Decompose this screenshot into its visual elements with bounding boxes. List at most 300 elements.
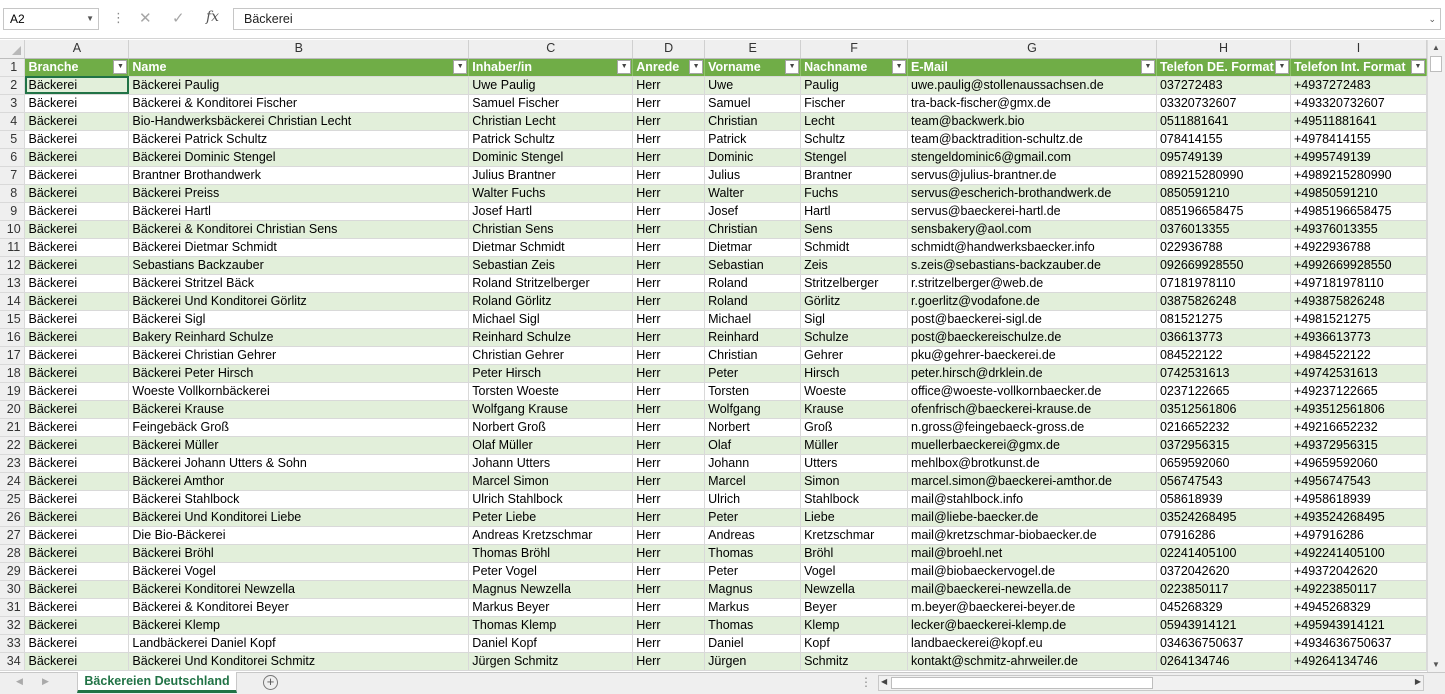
table-cell[interactable]: 0216652232 <box>1156 418 1290 436</box>
table-cell[interactable]: Müller <box>801 436 908 454</box>
row-header[interactable]: 20 <box>0 400 25 418</box>
table-cell[interactable]: Peter Liebe <box>469 508 633 526</box>
table-cell[interactable]: Olaf Müller <box>469 436 633 454</box>
table-cell[interactable]: Brantner <box>801 166 908 184</box>
filter-dropdown-icon[interactable]: ▼ <box>1141 60 1155 74</box>
table-cell[interactable]: Hirsch <box>801 364 908 382</box>
table-cell[interactable]: Bäckerei Klemp <box>129 616 469 634</box>
table-cell[interactable]: Michael <box>705 310 801 328</box>
formula-input[interactable] <box>233 8 1441 30</box>
table-cell[interactable]: +49372956315 <box>1290 436 1426 454</box>
scroll-left-icon[interactable]: ◀ <box>881 677 888 686</box>
horizontal-scroll-thumb[interactable] <box>891 677 1153 689</box>
split-handle-icon[interactable]: ⋮ <box>860 675 873 689</box>
table-cell[interactable]: Roland Stritzelberger <box>469 274 633 292</box>
table-cell[interactable]: Marcel <box>705 472 801 490</box>
table-cell[interactable]: Herr <box>633 544 705 562</box>
table-cell[interactable]: 092669928550 <box>1156 256 1290 274</box>
table-cell[interactable]: Paulig <box>801 76 908 94</box>
table-cell[interactable]: Markus <box>705 598 801 616</box>
table-cell[interactable]: Fuchs <box>801 184 908 202</box>
scroll-up-icon[interactable]: ▲ <box>1432 43 1440 52</box>
table-cell[interactable]: Bio-Handwerksbäckerei Christian Lecht <box>129 112 469 130</box>
table-cell[interactable]: Herr <box>633 400 705 418</box>
row-header[interactable]: 28 <box>0 544 25 562</box>
table-header-cell[interactable] <box>908 58 1157 76</box>
table-cell[interactable]: 03512561806 <box>1156 400 1290 418</box>
table-cell[interactable]: Andreas <box>705 526 801 544</box>
table-cell[interactable]: Christian Sens <box>469 220 633 238</box>
row-header[interactable]: 11 <box>0 238 25 256</box>
table-header-cell[interactable] <box>25 58 129 76</box>
table-cell[interactable]: Julius Brantner <box>469 166 633 184</box>
table-cell[interactable]: Bäckerei & Konditorei Christian Sens <box>129 220 469 238</box>
table-cell[interactable]: +493512561806 <box>1290 400 1426 418</box>
table-cell[interactable]: Die Bio-Bäckerei <box>129 526 469 544</box>
table-cell[interactable]: 084522122 <box>1156 346 1290 364</box>
table-cell[interactable]: 037272483 <box>1156 76 1290 94</box>
row-header[interactable]: 14 <box>0 292 25 310</box>
table-cell[interactable]: Bäckerei Sigl <box>129 310 469 328</box>
table-cell[interactable]: lecker@baeckerei-klemp.de <box>908 616 1157 634</box>
table-cell[interactable]: +49850591210 <box>1290 184 1426 202</box>
table-cell[interactable]: Bäckerei Vogel <box>129 562 469 580</box>
table-cell[interactable]: +492241405100 <box>1290 544 1426 562</box>
table-cell[interactable]: Herr <box>633 580 705 598</box>
table-cell[interactable]: 022936788 <box>1156 238 1290 256</box>
table-cell[interactable]: stengeldominic6@gmail.com <box>908 148 1157 166</box>
table-cell[interactable]: Walter <box>705 184 801 202</box>
table-cell[interactable]: Kopf <box>801 634 908 652</box>
table-cell[interactable]: +49376013355 <box>1290 220 1426 238</box>
table-cell[interactable]: landbaeckerei@kopf.eu <box>908 634 1157 652</box>
table-cell[interactable]: Herr <box>633 634 705 652</box>
row-header[interactable]: 27 <box>0 526 25 544</box>
table-cell[interactable]: Herr <box>633 346 705 364</box>
table-cell[interactable]: +4945268329 <box>1290 598 1426 616</box>
table-cell[interactable]: Herr <box>633 220 705 238</box>
table-cell[interactable]: 07916286 <box>1156 526 1290 544</box>
vertical-scroll-thumb[interactable] <box>1430 56 1442 72</box>
table-cell[interactable]: schmidt@handwerksbaecker.info <box>908 238 1157 256</box>
table-cell[interactable]: Herr <box>633 148 705 166</box>
vertical-scrollbar[interactable] <box>1427 40 1445 672</box>
drag-handle-icon[interactable]: ⋮ <box>112 10 125 25</box>
table-cell[interactable]: Thomas Bröhl <box>469 544 633 562</box>
table-cell[interactable]: Bäckerei Und Konditorei Schmitz <box>129 652 469 670</box>
row-header[interactable]: 18 <box>0 364 25 382</box>
row-header[interactable]: 3 <box>0 94 25 112</box>
table-cell[interactable]: Bäckerei <box>25 508 129 526</box>
table-cell[interactable]: Bäckerei <box>25 274 129 292</box>
table-cell[interactable]: 0237122665 <box>1156 382 1290 400</box>
chevron-down-icon[interactable]: ▼ <box>86 14 94 23</box>
table-cell[interactable]: Julius <box>705 166 801 184</box>
table-cell[interactable]: Vogel <box>801 562 908 580</box>
table-cell[interactable]: peter.hirsch@drklein.de <box>908 364 1157 382</box>
table-cell[interactable]: mail@broehl.net <box>908 544 1157 562</box>
table-cell[interactable]: Dietmar Schmidt <box>469 238 633 256</box>
table-cell[interactable]: Jürgen <box>705 652 801 670</box>
table-cell[interactable]: 036613773 <box>1156 328 1290 346</box>
table-cell[interactable]: Bäckerei <box>25 346 129 364</box>
table-cell[interactable]: Roland <box>705 292 801 310</box>
column-header-b[interactable]: B <box>129 40 469 58</box>
table-cell[interactable]: Bäckerei Und Konditorei Görlitz <box>129 292 469 310</box>
table-header-cell[interactable] <box>705 58 801 76</box>
table-cell[interactable]: +49264134746 <box>1290 652 1426 670</box>
table-cell[interactable]: +4958618939 <box>1290 490 1426 508</box>
table-cell[interactable]: Bäckerei <box>25 472 129 490</box>
table-cell[interactable]: Roland <box>705 274 801 292</box>
table-cell[interactable]: Christian <box>705 346 801 364</box>
select-all-button[interactable] <box>0 40 25 58</box>
table-cell[interactable]: Bäckerei <box>25 256 129 274</box>
table-cell[interactable]: Sebastian Zeis <box>469 256 633 274</box>
table-cell[interactable]: 045268329 <box>1156 598 1290 616</box>
table-cell[interactable]: marcel.simon@baeckerei-amthor.de <box>908 472 1157 490</box>
table-cell[interactable]: Groß <box>801 418 908 436</box>
table-cell[interactable]: Herr <box>633 490 705 508</box>
table-cell[interactable]: Reinhard Schulze <box>469 328 633 346</box>
table-cell[interactable]: Dominic <box>705 148 801 166</box>
table-cell[interactable]: Herr <box>633 256 705 274</box>
table-cell[interactable]: Bäckerei <box>25 400 129 418</box>
table-cell[interactable]: Bäckerei Und Konditorei Liebe <box>129 508 469 526</box>
table-cell[interactable]: Josef <box>705 202 801 220</box>
table-cell[interactable]: Bäckerei Müller <box>129 436 469 454</box>
table-cell[interactable]: Herr <box>633 76 705 94</box>
table-cell[interactable]: Feingebäck Groß <box>129 418 469 436</box>
scroll-down-icon[interactable]: ▼ <box>1432 660 1440 669</box>
table-cell[interactable]: Ulrich Stahlbock <box>469 490 633 508</box>
table-header-cell[interactable] <box>129 58 469 76</box>
table-cell[interactable]: Fischer <box>801 94 908 112</box>
table-cell[interactable]: Sens <box>801 220 908 238</box>
column-header-c[interactable]: C <box>469 40 633 58</box>
table-cell[interactable]: 03875826248 <box>1156 292 1290 310</box>
table-cell[interactable]: Schultz <box>801 130 908 148</box>
table-cell[interactable]: 089215280990 <box>1156 166 1290 184</box>
table-cell[interactable]: Daniel <box>705 634 801 652</box>
table-cell[interactable]: Bäckerei <box>25 562 129 580</box>
table-cell[interactable]: +4992669928550 <box>1290 256 1426 274</box>
row-header[interactable]: 22 <box>0 436 25 454</box>
table-cell[interactable]: Kretzschmar <box>801 526 908 544</box>
table-cell[interactable]: +4984522122 <box>1290 346 1426 364</box>
table-cell[interactable]: Utters <box>801 454 908 472</box>
table-cell[interactable]: Bäckerei & Konditorei Fischer <box>129 94 469 112</box>
table-cell[interactable]: +49742531613 <box>1290 364 1426 382</box>
table-cell[interactable]: Andreas Kretzschmar <box>469 526 633 544</box>
table-cell[interactable]: Christian Lecht <box>469 112 633 130</box>
table-cell[interactable]: Michael Sigl <box>469 310 633 328</box>
table-cell[interactable]: Lecht <box>801 112 908 130</box>
filter-dropdown-icon[interactable]: ▼ <box>1275 60 1289 74</box>
table-cell[interactable]: Herr <box>633 526 705 544</box>
close-icon[interactable]: ✕ <box>139 10 152 27</box>
table-cell[interactable]: s.zeis@sebastians-backzauber.de <box>908 256 1157 274</box>
table-cell[interactable]: 0372956315 <box>1156 436 1290 454</box>
table-cell[interactable]: servus@baeckerei-hartl.de <box>908 202 1157 220</box>
row-header[interactable]: 4 <box>0 112 25 130</box>
chevron-down-icon[interactable]: ⌄ <box>1428 14 1436 24</box>
check-icon[interactable]: ✓ <box>172 10 185 27</box>
table-cell[interactable]: 078414155 <box>1156 130 1290 148</box>
row-header[interactable]: 17 <box>0 346 25 364</box>
table-cell[interactable]: +49237122665 <box>1290 382 1426 400</box>
table-cell[interactable]: Bäckerei <box>25 130 129 148</box>
sheet-tab-baeckereien-deutschland[interactable]: Bäckereien Deutschland <box>77 672 237 693</box>
table-cell[interactable]: Klemp <box>801 616 908 634</box>
row-header[interactable]: 33 <box>0 634 25 652</box>
table-cell[interactable]: Woeste Vollkornbäckerei <box>129 382 469 400</box>
table-cell[interactable]: Bröhl <box>801 544 908 562</box>
table-cell[interactable]: mail@liebe-baecker.de <box>908 508 1157 526</box>
table-cell[interactable]: Bäckerei <box>25 580 129 598</box>
table-header-cell[interactable] <box>633 58 705 76</box>
table-cell[interactable]: Bäckerei <box>25 652 129 670</box>
column-header-f[interactable]: F <box>801 40 908 58</box>
table-cell[interactable]: Bäckerei <box>25 616 129 634</box>
table-cell[interactable]: Thomas <box>705 544 801 562</box>
filter-dropdown-icon[interactable]: ▼ <box>689 60 703 74</box>
table-cell[interactable]: mail@biobaeckervogel.de <box>908 562 1157 580</box>
table-cell[interactable]: 0850591210 <box>1156 184 1290 202</box>
column-header-a[interactable]: A <box>25 40 129 58</box>
table-cell[interactable]: Bäckerei <box>25 202 129 220</box>
row-header[interactable]: 23 <box>0 454 25 472</box>
table-cell[interactable]: +4985196658475 <box>1290 202 1426 220</box>
tab-scroll-right-icon[interactable]: ▶ <box>42 676 49 686</box>
table-cell[interactable]: 0742531613 <box>1156 364 1290 382</box>
table-cell[interactable]: sensbakery@aol.com <box>908 220 1157 238</box>
table-cell[interactable]: office@woeste-vollkornbaecker.de <box>908 382 1157 400</box>
table-cell[interactable]: Herr <box>633 166 705 184</box>
table-cell[interactable]: Bäckerei <box>25 94 129 112</box>
table-cell[interactable]: Schmitz <box>801 652 908 670</box>
table-cell[interactable]: +4937272483 <box>1290 76 1426 94</box>
row-header[interactable]: 2 <box>0 76 25 94</box>
table-cell[interactable]: 0264134746 <box>1156 652 1290 670</box>
table-cell[interactable]: Samuel Fischer <box>469 94 633 112</box>
table-cell[interactable]: Herr <box>633 616 705 634</box>
table-cell[interactable]: mail@stahlbock.info <box>908 490 1157 508</box>
table-cell[interactable]: Herr <box>633 472 705 490</box>
table-cell[interactable]: n.gross@feingebaeck-gross.de <box>908 418 1157 436</box>
table-cell[interactable]: Peter Vogel <box>469 562 633 580</box>
table-cell[interactable]: post@baeckerei-sigl.de <box>908 310 1157 328</box>
table-cell[interactable]: +49216652232 <box>1290 418 1426 436</box>
table-cell[interactable]: Bäckerei <box>25 634 129 652</box>
table-cell[interactable]: Walter Fuchs <box>469 184 633 202</box>
row-header[interactable]: 12 <box>0 256 25 274</box>
table-cell[interactable]: Daniel Kopf <box>469 634 633 652</box>
column-header-g[interactable]: G <box>908 40 1157 58</box>
table-cell[interactable]: mail@baeckerei-newzella.de <box>908 580 1157 598</box>
table-cell[interactable]: Bäckerei <box>25 166 129 184</box>
table-cell[interactable]: Patrick Schultz <box>469 130 633 148</box>
table-cell[interactable]: Bäckerei <box>25 112 129 130</box>
table-cell[interactable]: uwe.paulig@stollenaussachsen.de <box>908 76 1157 94</box>
table-cell[interactable]: +4922936788 <box>1290 238 1426 256</box>
name-box[interactable] <box>3 8 99 30</box>
table-cell[interactable]: Bäckerei Paulig <box>129 76 469 94</box>
table-cell[interactable]: Herr <box>633 184 705 202</box>
table-cell[interactable]: Bäckerei Amthor <box>129 472 469 490</box>
table-cell[interactable]: Bäckerei <box>25 526 129 544</box>
table-cell[interactable]: 0372042620 <box>1156 562 1290 580</box>
row-header[interactable]: 6 <box>0 148 25 166</box>
table-cell[interactable]: 0223850117 <box>1156 580 1290 598</box>
table-cell[interactable]: team@backwerk.bio <box>908 112 1157 130</box>
table-cell[interactable]: Norbert Groß <box>469 418 633 436</box>
fx-icon[interactable]: fx <box>206 9 220 25</box>
table-cell[interactable]: 0659592060 <box>1156 454 1290 472</box>
table-cell[interactable]: Bäckerei Stahlbock <box>129 490 469 508</box>
table-cell[interactable]: Dietmar <box>705 238 801 256</box>
table-cell[interactable]: Bäckerei <box>25 310 129 328</box>
table-cell[interactable]: Bäckerei Preiss <box>129 184 469 202</box>
table-cell[interactable]: Herr <box>633 598 705 616</box>
table-cell[interactable]: Roland Görlitz <box>469 292 633 310</box>
table-cell[interactable]: m.beyer@baeckerei-beyer.de <box>908 598 1157 616</box>
table-cell[interactable]: Patrick <box>705 130 801 148</box>
table-cell[interactable]: +4995749139 <box>1290 148 1426 166</box>
table-cell[interactable]: Herr <box>633 436 705 454</box>
table-cell[interactable]: +497916286 <box>1290 526 1426 544</box>
column-header-h[interactable]: H <box>1156 40 1290 58</box>
table-cell[interactable]: servus@escherich-brothandwerk.de <box>908 184 1157 202</box>
table-cell[interactable]: Bäckerei <box>25 148 129 166</box>
table-cell[interactable]: Herr <box>633 238 705 256</box>
table-cell[interactable]: Bäckerei <box>25 598 129 616</box>
table-cell[interactable]: Brantner Brothandwerk <box>129 166 469 184</box>
row-header[interactable]: 29 <box>0 562 25 580</box>
table-cell[interactable]: Herr <box>633 94 705 112</box>
table-cell[interactable]: +495943914121 <box>1290 616 1426 634</box>
table-cell[interactable]: Magnus <box>705 580 801 598</box>
filter-dropdown-icon[interactable]: ▼ <box>453 60 467 74</box>
table-cell[interactable]: Herr <box>633 418 705 436</box>
row-header[interactable]: 21 <box>0 418 25 436</box>
table-cell[interactable]: Peter <box>705 562 801 580</box>
table-cell[interactable]: Bäckerei <box>25 544 129 562</box>
table-cell[interactable]: Sebastians Backzauber <box>129 256 469 274</box>
table-cell[interactable]: Johann <box>705 454 801 472</box>
table-cell[interactable]: Sebastian <box>705 256 801 274</box>
table-header-cell[interactable] <box>469 58 633 76</box>
table-cell[interactable]: Marcel Simon <box>469 472 633 490</box>
table-cell[interactable]: +4934636750637 <box>1290 634 1426 652</box>
table-cell[interactable]: Görlitz <box>801 292 908 310</box>
table-cell[interactable]: Wolfgang <box>705 400 801 418</box>
horizontal-scrollbar[interactable] <box>878 675 1424 691</box>
table-cell[interactable]: 07181978110 <box>1156 274 1290 292</box>
table-cell[interactable]: Olaf <box>705 436 801 454</box>
table-cell[interactable]: +4936613773 <box>1290 328 1426 346</box>
table-cell[interactable]: Herr <box>633 364 705 382</box>
table-cell[interactable]: Liebe <box>801 508 908 526</box>
table-cell[interactable]: Hartl <box>801 202 908 220</box>
table-cell[interactable]: Torsten <box>705 382 801 400</box>
table-cell[interactable]: Markus Beyer <box>469 598 633 616</box>
table-cell[interactable]: mail@kretzschmar-biobaecker.de <box>908 526 1157 544</box>
table-cell[interactable]: Peter <box>705 364 801 382</box>
table-cell[interactable]: Uwe <box>705 76 801 94</box>
table-cell[interactable]: Uwe Paulig <box>469 76 633 94</box>
row-header[interactable]: 1 <box>0 58 25 76</box>
table-cell[interactable]: Bäckerei Patrick Schultz <box>129 130 469 148</box>
table-cell[interactable]: tra-back-fischer@gmx.de <box>908 94 1157 112</box>
table-cell[interactable]: Herr <box>633 328 705 346</box>
row-header[interactable]: 25 <box>0 490 25 508</box>
table-cell[interactable]: +49511881641 <box>1290 112 1426 130</box>
table-cell[interactable]: +4989215280990 <box>1290 166 1426 184</box>
row-header[interactable]: 5 <box>0 130 25 148</box>
table-cell[interactable]: Bäckerei <box>25 328 129 346</box>
table-cell[interactable]: Wolfgang Krause <box>469 400 633 418</box>
table-cell[interactable]: Bäckerei & Konditorei Beyer <box>129 598 469 616</box>
table-cell[interactable]: 095749139 <box>1156 148 1290 166</box>
table-cell[interactable]: post@baeckereischulze.de <box>908 328 1157 346</box>
table-cell[interactable]: Woeste <box>801 382 908 400</box>
table-cell[interactable]: Bäckerei Konditorei Newzella <box>129 580 469 598</box>
table-cell[interactable]: Bäckerei Dominic Stengel <box>129 148 469 166</box>
table-cell[interactable]: Peter <box>705 508 801 526</box>
row-header[interactable]: 8 <box>0 184 25 202</box>
table-cell[interactable]: 0376013355 <box>1156 220 1290 238</box>
table-cell[interactable]: Christian <box>705 220 801 238</box>
table-cell[interactable]: 056747543 <box>1156 472 1290 490</box>
table-cell[interactable]: Schulze <box>801 328 908 346</box>
table-cell[interactable]: +493320732607 <box>1290 94 1426 112</box>
add-sheet-icon[interactable]: + <box>263 675 278 690</box>
table-cell[interactable]: servus@julius-brantner.de <box>908 166 1157 184</box>
row-header[interactable]: 7 <box>0 166 25 184</box>
table-cell[interactable]: Bäckerei <box>25 184 129 202</box>
table-cell[interactable]: Gehrer <box>801 346 908 364</box>
table-cell[interactable]: Landbäckerei Daniel Kopf <box>129 634 469 652</box>
table-cell[interactable]: kontakt@schmitz-ahrweiler.de <box>908 652 1157 670</box>
table-cell[interactable]: 02241405100 <box>1156 544 1290 562</box>
row-header[interactable]: 19 <box>0 382 25 400</box>
table-cell[interactable]: Christian <box>705 112 801 130</box>
table-cell[interactable]: +49372042620 <box>1290 562 1426 580</box>
row-header[interactable]: 34 <box>0 652 25 670</box>
row-header[interactable]: 10 <box>0 220 25 238</box>
table-cell[interactable]: Herr <box>633 202 705 220</box>
table-cell[interactable]: Bäckerei <box>25 238 129 256</box>
table-cell[interactable]: Bäckerei <box>25 382 129 400</box>
table-cell[interactable]: Reinhard <box>705 328 801 346</box>
table-cell[interactable]: team@backtradition-schultz.de <box>908 130 1157 148</box>
table-cell[interactable]: pku@gehrer-baeckerei.de <box>908 346 1157 364</box>
table-cell[interactable]: Schmidt <box>801 238 908 256</box>
table-header-cell[interactable] <box>801 58 908 76</box>
table-cell[interactable]: Bäckerei <box>25 418 129 436</box>
table-cell[interactable]: Newzella <box>801 580 908 598</box>
table-cell[interactable]: muellerbaeckerei@gmx.de <box>908 436 1157 454</box>
table-cell[interactable]: +49223850117 <box>1290 580 1426 598</box>
table-cell[interactable]: +493875826248 <box>1290 292 1426 310</box>
row-header[interactable]: 24 <box>0 472 25 490</box>
filter-dropdown-icon[interactable]: ▼ <box>892 60 906 74</box>
table-cell[interactable]: Johann Utters <box>469 454 633 472</box>
filter-dropdown-icon[interactable]: ▼ <box>1411 60 1425 74</box>
table-cell[interactable]: 0511881641 <box>1156 112 1290 130</box>
table-cell[interactable]: Bäckerei <box>25 220 129 238</box>
